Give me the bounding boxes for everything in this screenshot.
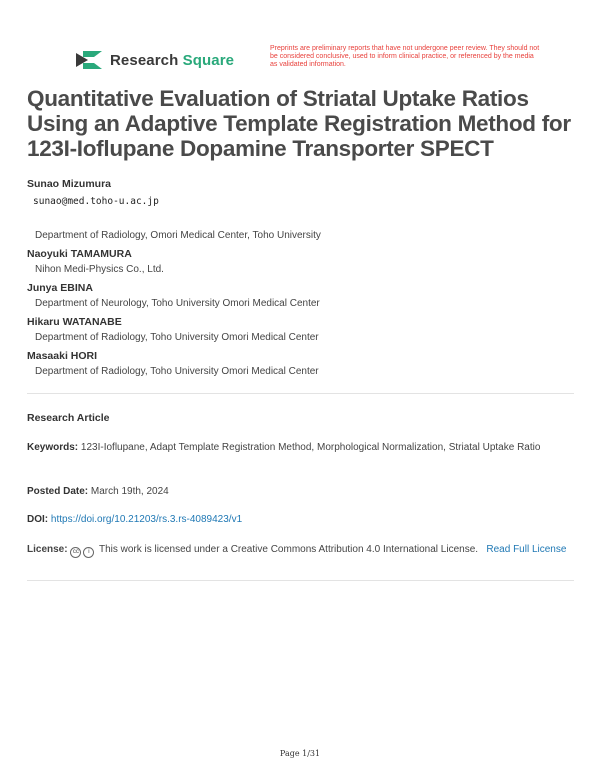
posted-date — [27, 486, 169, 497]
author-name: Junya EBINA — [27, 282, 93, 294]
attribution-icon: i — [83, 547, 94, 558]
research-square-logo[interactable] — [74, 49, 234, 71]
logo-name-accent: Square — [182, 51, 235, 69]
page-number: Page 1/31 — [279, 749, 321, 758]
author-affiliation: Department of Radiology, Toho University Omori Medical Center — [35, 332, 319, 343]
keywords-value: 123I-Ioflupane, Adapt Template Registration Method, Morphological Normalization, Striatal Uptake Ratio — [80, 442, 541, 453]
license — [27, 542, 577, 558]
license-label: License: — [27, 544, 68, 555]
license-text: This work is licensed under a Creative Commons Attribution 4.0 International License. — [98, 544, 479, 555]
divider — [27, 393, 574, 394]
posted-date-value: March 19th, 2024 — [90, 486, 169, 497]
paper-title: Quantitative Evaluation of Striatal Uptake Ratios Using an Adaptive Template Registration Method for 123I-Ioflupane Dopamine Transporter SPECT — [27, 86, 571, 161]
doi-label: DOI: — [27, 514, 49, 525]
logo-name: Research — [110, 51, 179, 69]
doi — [27, 514, 242, 525]
keywords — [27, 440, 577, 456]
read-full-license-link[interactable]: Read Full License — [486, 544, 567, 555]
research-square-logo-icon — [74, 49, 104, 71]
article-type: Research Article — [27, 412, 110, 424]
preprint-notice: Preprints are preliminary reports that have not undergone peer review. They should not be considered conclusive, used to inform clinical practice, or referenced by the media as validated information. — [270, 45, 540, 68]
keywords-label: Keywords: — [27, 442, 79, 453]
cc-icon: cc — [70, 547, 81, 558]
author-name: Sunao Mizumura — [27, 178, 112, 190]
author-name: Hikaru WATANABE — [27, 316, 122, 328]
author-name: Masaaki HORI — [27, 350, 98, 362]
author-affiliation: Department of Radiology, Toho University Omori Medical Center — [35, 366, 319, 377]
author-affiliation: Department of Radiology, Omori Medical Center, Toho University — [35, 230, 321, 241]
author-email[interactable]: sunao@med.toho-u.ac.jp — [33, 196, 159, 207]
author-affiliation: Department of Neurology, Toho University Omori Medical Center — [35, 298, 320, 309]
doi-link[interactable]: https://doi.org/10.21203/rs.3.rs-4089423/v1 — [50, 514, 243, 525]
divider — [27, 580, 574, 581]
author-name: Naoyuki TAMAMURA — [27, 248, 132, 260]
posted-date-label: Posted Date: — [27, 486, 89, 497]
author-affiliation: Nihon Medi-Physics Co., Ltd. — [35, 264, 164, 275]
